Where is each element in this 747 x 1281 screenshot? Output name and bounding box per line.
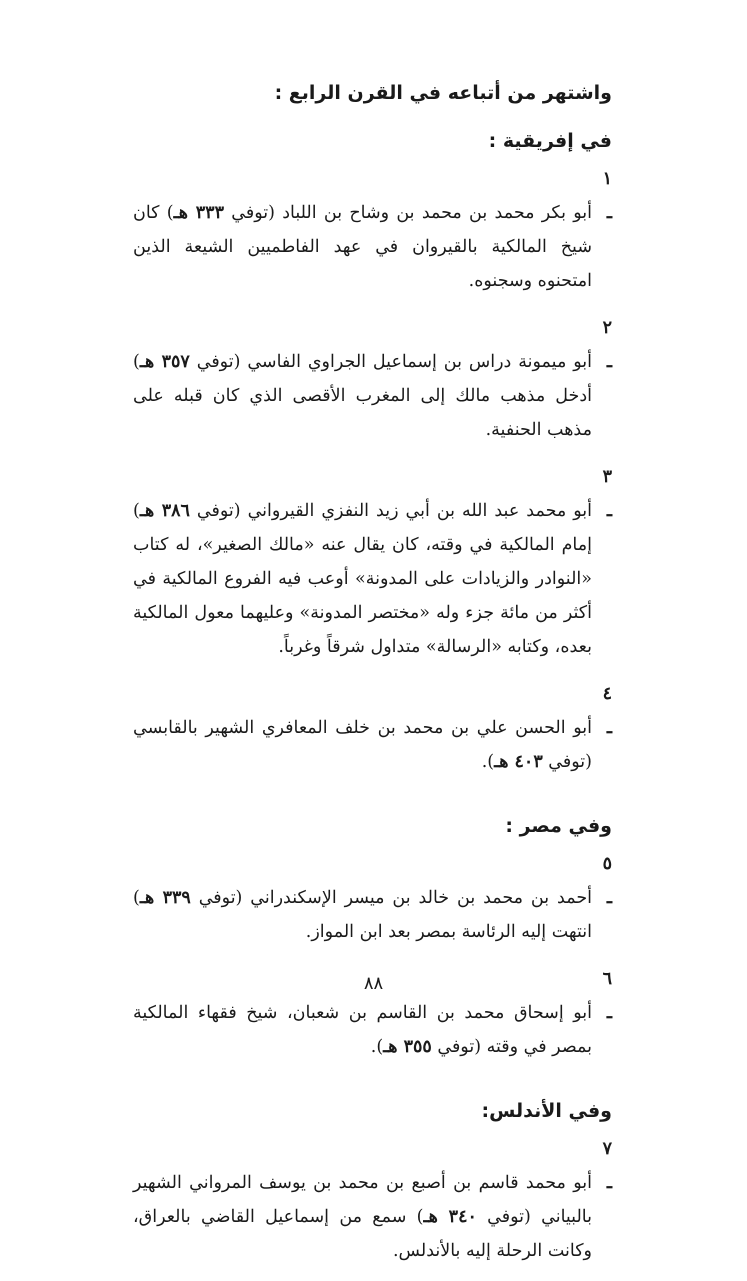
entry-4 — [133, 677, 612, 779]
entry-number: ٣ ـ — [602, 467, 613, 521]
entry-2 — [133, 311, 612, 447]
entry-text: أحمد بن محمد بن خالد بن ميسر الإسكندراني (توفي — [190, 888, 592, 908]
death-date: ٣٥٥ هـ — [383, 1037, 432, 1057]
entry-number: ٥ ـ — [602, 854, 612, 908]
entry-number: ٤ ـ — [602, 684, 612, 738]
entry-number: ١ ـ — [602, 169, 612, 223]
entry-7 — [133, 1132, 612, 1268]
death-date: ٤٠٣ هـ — [494, 752, 543, 772]
death-date: ٣٣٩ هـ — [139, 888, 191, 908]
entry-text-rest: ) سمع من إسماعيل القاضي بالعراق، وكانت الرحلة إليه بالأندلس. — [133, 1207, 592, 1261]
entry-text: أبو محمد قاسم بن أصبع بن محمد بن يوسف المرواني الشهير بالبياني (توفي — [133, 1173, 593, 1227]
death-date: ٣٨٦ هـ — [139, 501, 190, 521]
entry-3 — [133, 460, 612, 664]
entry-text-rest: ). — [481, 752, 495, 772]
page-number: ٨٨ — [363, 973, 384, 994]
entry-5 — [133, 847, 612, 949]
section-title-ifriqiya: في إفريقية : — [488, 130, 612, 152]
section-title-andalus: وفي الأندلس: — [481, 1100, 612, 1122]
death-date: ٣٥٧ هـ — [139, 352, 190, 372]
entry-text-rest: ) كان شيخ المالكية بالقيروان في عهد الفاطميين الشيعة الذين امتحنوه وسجنوه. — [133, 203, 592, 291]
death-date: ٣٤٠ هـ — [423, 1207, 477, 1227]
entry-text: أبو بكر محمد بن محمد بن وشاح بن اللباد (توفي — [223, 203, 592, 223]
death-date: ٣٣٣ هـ — [173, 203, 224, 223]
entry-text-rest: ) إمام المالكية في وقته، كان يقال عنه «مالك الصغير»، له كتاب «النوادر والزيادات على المدونة» أوعب فيه الفروع المالكية في أكثر من مائة جزء وله «مختصر المدونة» وعليهما معول المالكية بعده، وكتابه «الرسالة» متداول شرقاً وغرباً. — [133, 501, 592, 657]
entry-text-rest: ) أدخل مذهب مالك إلى المغرب الأقصى الذي كان قبله على مذهب الحنفية. — [133, 352, 592, 440]
entry-text: أبو الحسن علي بن محمد بن خلف المعافري الشهير بالقابسي (توفي — [133, 718, 592, 772]
entry-1 — [133, 162, 612, 298]
text-column — [133, 78, 612, 1281]
main-heading: واشتهر من أتباعه في القرن الرابع : — [274, 82, 612, 104]
entry-text-rest: ) انتهت إليه الرئاسة بمصر بعد ابن المواز. — [133, 888, 592, 942]
entry-number: ٢ ـ — [602, 318, 612, 372]
section-title-egypt: وفي مصر : — [505, 815, 612, 837]
entry-number: ٦ ـ — [602, 969, 612, 1023]
entry-text: أبو محمد عبد الله بن أبي زيد النفزي القيرواني (توفي — [189, 501, 593, 521]
entry-text: أبو ميمونة دراس بن إسماعيل الجراوي الفاسي (توفي — [189, 352, 592, 372]
entry-text-rest: ). — [370, 1037, 384, 1057]
entry-text: أبو إسحاق محمد بن القاسم بن شعبان، شيخ فقهاء المالكية بمصر في وقته (توفي — [133, 1003, 592, 1057]
entry-number: ٧ ـ — [602, 1139, 612, 1193]
